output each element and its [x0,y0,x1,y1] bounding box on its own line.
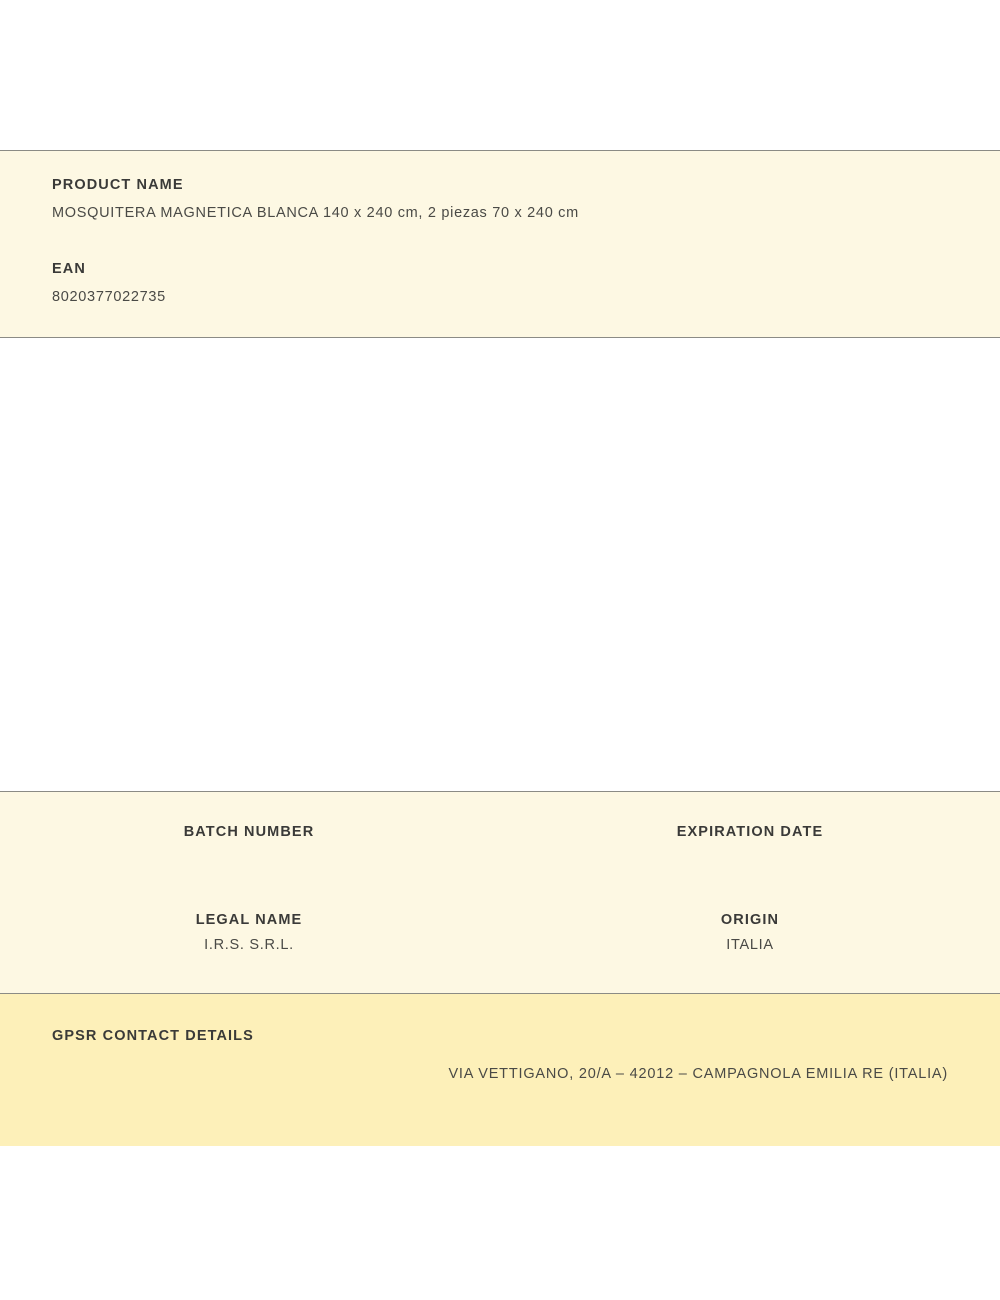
ean-value: 8020377022735 [52,289,166,305]
top-whitespace [0,0,1000,150]
product-details-section [0,150,1000,338]
gpsr-contact-label: GPSR CONTACT DETAILS [52,1028,254,1044]
batch-legal-section [0,791,1000,994]
bottom-whitespace [0,1146,1000,1300]
product-name-label: PRODUCT NAME [52,177,184,193]
batch-number-value [0,849,499,866]
product-name-value: MOSQUITERA MAGNETICA BLANCA 140 x 240 cm, 2 piezas 70 x 240 cm [52,205,579,221]
origin-label: ORIGIN [720,912,780,928]
gpsr-contact-address: VIA VETTIGANO, 20/A – 42012 – CAMPAGNOLA EMILIA RE (ITALIA) [448,1066,948,1082]
ean-label: EAN [52,261,86,277]
ean-field [52,261,948,305]
origin-field [500,912,1000,954]
expiration-date-value [500,849,1000,866]
expiration-date-label: EXPIRATION DATE [676,824,824,840]
legal-name-value: I.R.S. S.R.L. [204,937,294,953]
legal-origin-row [0,866,1000,954]
origin-value: ITALIA [726,937,774,953]
legal-name-label: LEGAL NAME [195,912,303,928]
batch-expiration-row [0,792,1000,866]
expiration-date-field [500,824,1000,866]
middle-whitespace [0,338,1000,791]
batch-number-field [0,824,500,866]
legal-name-field [0,912,500,954]
batch-number-label: BATCH NUMBER [183,824,315,840]
product-name-field [52,177,948,221]
gpsr-contact-section [0,994,1000,1146]
